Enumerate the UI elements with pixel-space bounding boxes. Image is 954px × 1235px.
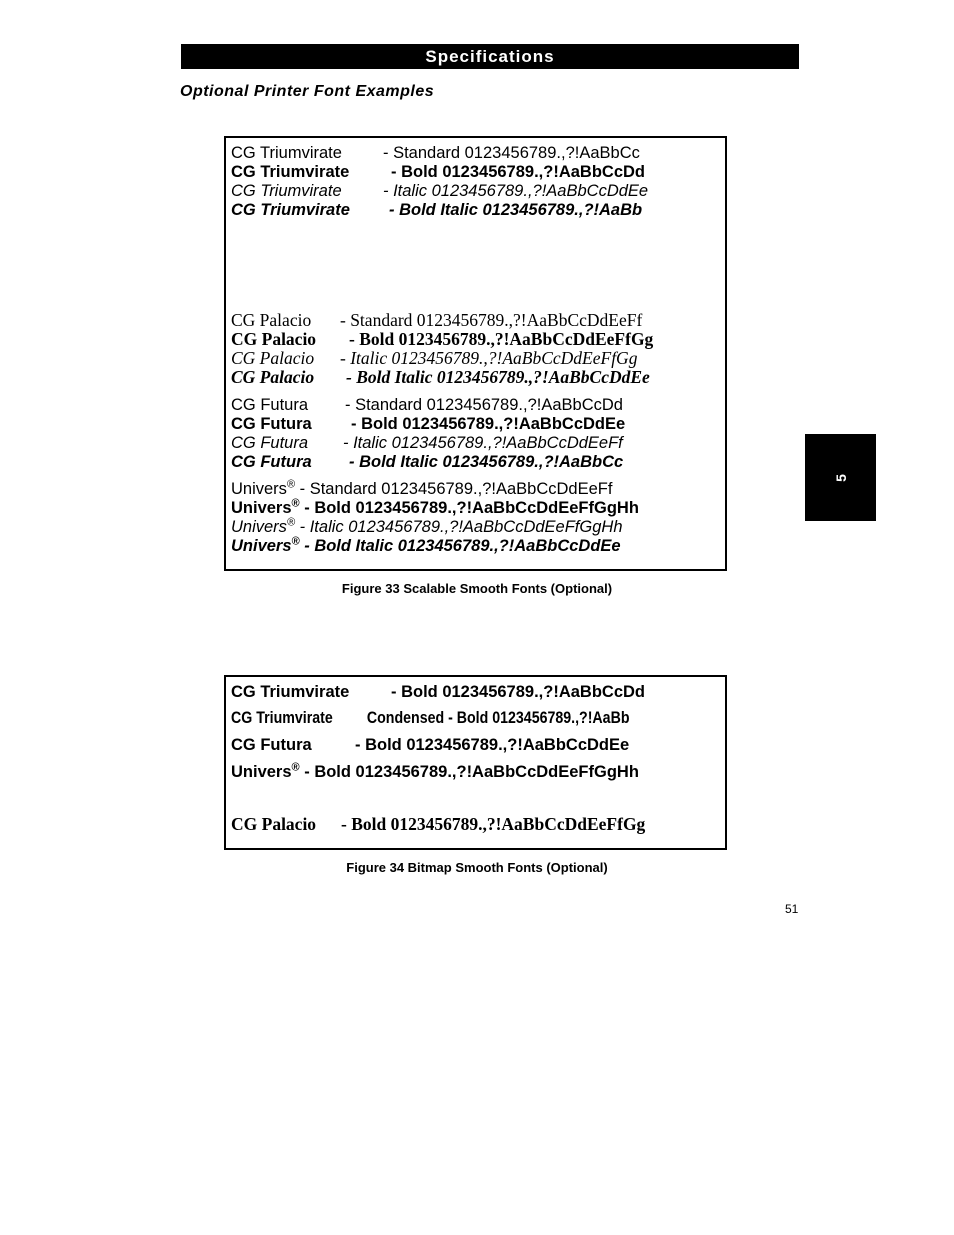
font-sample-line xyxy=(231,537,621,556)
figure-33-box xyxy=(224,136,727,571)
font-sample-line xyxy=(231,368,650,387)
font-sample-line xyxy=(231,396,623,415)
font-sample-line xyxy=(231,763,639,782)
font-name: CG Triumvirate xyxy=(231,709,333,727)
section-title: Optional Printer Font Examples xyxy=(180,83,435,100)
font-sample-line xyxy=(231,736,629,755)
page-header-bar: Specifications xyxy=(181,44,799,69)
font-sample-line xyxy=(231,709,694,728)
font-description: - Standard 0123456789.,?!AaBbCcDdEeFf xyxy=(340,310,643,330)
font-name: CG Triumvirate xyxy=(231,144,342,162)
font-name: CG Futura xyxy=(231,396,309,414)
font-name: CG Futura xyxy=(231,415,312,433)
font-name: CG Futura xyxy=(231,736,312,754)
font-description: - Bold 0123456789.,?!AaBbCcDdEeFfGgHh xyxy=(304,763,639,781)
font-description: - Italic 0123456789.,?!AaBbCcDdEeFfGg xyxy=(340,348,638,368)
font-name: CG Triumvirate xyxy=(231,182,342,200)
font-style-condensed: Condensed xyxy=(366,709,445,727)
font-description: - Italic 0123456789.,?!AaBbCcDdEeFf xyxy=(343,434,623,452)
font-description: - Bold 0123456789.,?!AaBbCcDdEeFfGgHh xyxy=(304,499,639,517)
font-name: CG Palacio xyxy=(231,329,317,349)
font-description: - Bold Italic 0123456789.,?!AaBb xyxy=(389,201,643,219)
figure-34-box xyxy=(224,675,727,850)
font-sample-line xyxy=(231,434,623,453)
font-description: - Italic 0123456789.,?!AaBbCcDdEeFfGgHh xyxy=(299,518,623,536)
font-name: CG Palacio xyxy=(231,348,315,368)
font-sample-line xyxy=(231,144,640,163)
font-sample-line xyxy=(231,683,645,702)
font-description: - Bold Italic 0123456789.,?!AaBbCc xyxy=(349,453,624,471)
figure-34-caption: Figure 34 Bitmap Smooth Fonts (Optional) xyxy=(346,860,608,875)
chapter-tab xyxy=(805,434,876,521)
font-name: Univers xyxy=(231,763,292,781)
font-name: Univers xyxy=(231,499,292,517)
font-description: - Standard 0123456789.,?!AaBbCc xyxy=(383,144,640,162)
font-name: CG Palacio xyxy=(231,367,315,387)
font-description: - Bold 0123456789.,?!AaBbCcDdEeFfGg xyxy=(341,814,646,834)
font-sample-line xyxy=(231,201,642,220)
registered-mark: ® xyxy=(291,497,300,510)
font-name: CG Triumvirate xyxy=(231,163,350,181)
font-sample-line xyxy=(231,415,625,434)
font-sample-line xyxy=(231,182,648,201)
font-sample-line xyxy=(231,480,612,499)
font-description: - Bold 0123456789.,?!AaBbCcDd xyxy=(391,163,646,181)
registered-mark: ® xyxy=(291,761,300,774)
font-sample-line xyxy=(231,330,653,349)
registered-mark: ® xyxy=(286,478,296,491)
font-sample-line xyxy=(231,499,639,518)
font-name: CG Palacio xyxy=(231,310,312,330)
font-name: CG Futura xyxy=(231,453,312,471)
font-description: - Standard 0123456789.,?!AaBbCcDdEeFf xyxy=(299,480,613,498)
font-sample-line xyxy=(231,815,645,834)
font-name: Univers xyxy=(231,518,287,536)
font-sample-line xyxy=(231,453,623,472)
figure-33-caption: Figure 33 Scalable Smooth Fonts (Optional) xyxy=(341,581,613,596)
font-description: - Bold 0123456789.,?!AaBbCcDdEeFfGg xyxy=(349,329,654,349)
registered-mark: ® xyxy=(291,535,300,548)
font-description: - Bold 0123456789.,?!AaBbCcDdEe xyxy=(355,736,630,754)
font-description: - Bold 0123456789.,?!AaBbCcDdEe xyxy=(351,415,626,433)
page-number: 51 xyxy=(785,902,799,916)
font-description: - Standard 0123456789.,?!AaBbCcDd xyxy=(345,396,623,414)
font-sample-line xyxy=(231,163,645,182)
font-name: CG Triumvirate xyxy=(231,201,350,219)
font-name: Univers xyxy=(231,537,292,555)
font-sample-line xyxy=(231,518,623,537)
font-description: - Italic 0123456789.,?!AaBbCcDdEe xyxy=(383,182,649,200)
font-name: Univers xyxy=(231,480,287,498)
font-sample-line xyxy=(231,349,637,368)
font-description: - Bold Italic 0123456789.,?!AaBbCcDdEe xyxy=(346,367,650,387)
font-description: - Bold 0123456789.,?!AaBb xyxy=(448,709,630,727)
font-description: - Bold 0123456789.,?!AaBbCcDd xyxy=(391,683,646,701)
font-name: CG Triumvirate xyxy=(231,683,350,701)
font-sample-line xyxy=(231,311,642,330)
font-description: - Bold Italic 0123456789.,?!AaBbCcDdEe xyxy=(304,537,621,555)
font-name: CG Futura xyxy=(231,434,309,452)
chapter-tab-label: 5 xyxy=(832,473,849,482)
registered-mark: ® xyxy=(286,516,296,529)
font-name: CG Palacio xyxy=(231,814,317,834)
